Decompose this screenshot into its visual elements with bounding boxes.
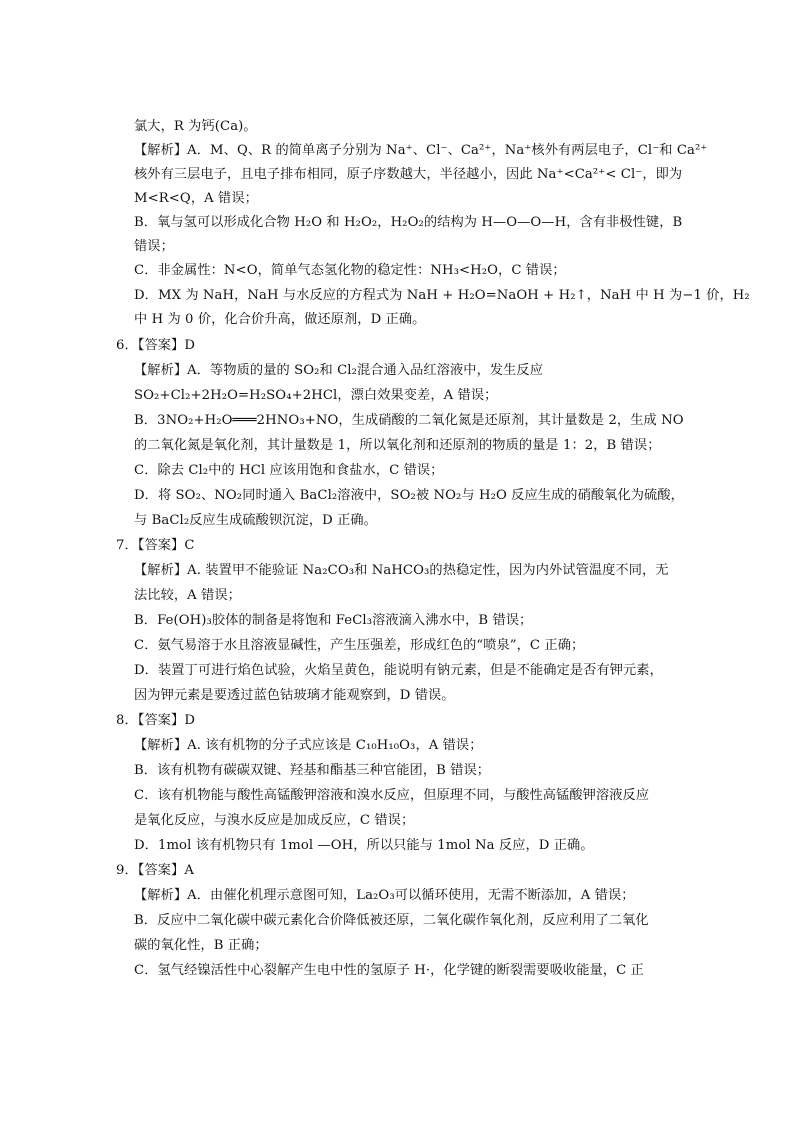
text-line: D．将 SO₂、NO₂同时通入 BaCl₂溶液中，SO₂被 NO₂与 H₂O 反应生成的硝酸氧化为硫酸，: [134, 488, 684, 503]
text-line: C．非金属性：N<O，简单气态氢化物的稳定性：NH₃<H₂O，C 错误；: [134, 263, 566, 278]
text-line: C．该有机物能与酸性高锰酸钾溶液和溴水反应，但原理不同，与酸性高锰酸钾溶液反应: [134, 788, 650, 803]
text-line: D．装置丁可进行焰色试验，火焰呈黄色，能说明有钠元素，但是不能确定是否有钾元素，: [134, 663, 663, 678]
text-line: 法比较，A 错误；: [134, 588, 241, 603]
text-line: 与 BaCl₂反应生成硫酸钡沉淀，D 正确。: [134, 513, 377, 528]
text-line: B．反应中二氧化碳中碳元素化合价降低被还原，二氧化碳作氧化剂，反应利用了二氧化: [134, 913, 649, 928]
text-line: 【解析】A. 装置甲不能验证 Na₂CO₃和 NaHCO₃的热稳定性，因为内外试管温度不同，无: [134, 563, 669, 578]
answer-heading-8: 8．【答案】D: [116, 713, 196, 728]
text-line: D．MX 为 NaH，NaH 与水反应的方程式为 NaH + H₂O=NaOH + H₂↑，NaH 中 H 为−1 价，H₂: [134, 288, 750, 303]
text-line: C．氨气易溶于水且溶液显碱性，产生压强差，形成红色的“喷泉”，C 正确；: [134, 638, 585, 653]
text-line: 【解析】A．M、Q、R 的简单离子分别为 Na⁺、Cl⁻、Ca²⁺，Na⁺核外有两层电子，Cl⁻和 Ca²⁺: [134, 143, 708, 158]
text-line: B．氧与氢可以形成化合物 H₂O 和 H₂O₂，H₂O₂的结构为 H—O—O—H，含有非极性键，B: [134, 215, 683, 230]
answer-heading-9: 9．【答案】A: [116, 863, 194, 878]
text-line: 【解析】A. 该有机物的分子式应该是 C₁₀H₁₀O₃，A 错误；: [134, 738, 483, 753]
text-line: 核外有三层电子，且电子排布相同，原子序数越大，半径越小，因此 Na⁺<Ca²⁺< Cl⁻，即为: [134, 167, 683, 182]
text-line: B．该有机物有碳碳双键、羟基和酯基三种官能团，B 错误；: [134, 763, 491, 778]
text-line: B．3NO₂+H₂O═══2HNO₃+NO，生成硝酸的二氧化氮是还原剂，其计量数是 2，生成 NO: [134, 413, 684, 428]
text-line: 的二氧化氮是氧化剂，其计量数是 1，所以氧化剂和还原剂的物质的量是 1：2，B 错误；: [134, 438, 661, 453]
answer-heading-6: 6．【答案】D: [116, 338, 196, 353]
text-line: C．氢气经镍活性中心裂解产生电中性的氢原子 H·，化学键的断裂需要吸收能量，C 正: [134, 963, 644, 978]
text-line: 是氧化反应，与溴水反应是加成反应，C 错误；: [134, 813, 415, 828]
text-line: M<R<Q，A 错误；: [134, 191, 258, 206]
text-line: 因为钾元素是要透过蓝色钴玻璃才能观察到，D 错误。: [134, 688, 455, 703]
text-line: 【解析】A．由催化机理示意图可知，La₂O₃可以循环使用，无需不断添加，A 错误；: [134, 888, 635, 903]
answer-heading-7: 7．【答案】C: [116, 538, 195, 553]
text-line: 【解析】A．等物质的量的 SO₂和 Cl₂混合通入品红溶液中，发生反应: [134, 363, 544, 378]
text-line: 中 H 为 0 价，化合价升高，做还原剂，D 正确。: [134, 312, 426, 327]
text-line: D．1mol 该有机物只有 1mol —OH，所以只能与 1mol Na 反应，D 正确。: [134, 838, 594, 853]
text-line: 错误；: [134, 239, 174, 254]
text-line: 碳的氧化性，B 正确；: [134, 938, 268, 953]
text-line: SO₂+Cl₂+2H₂O=H₂SO₄+2HCl，漂白效果变差，A 错误；: [134, 388, 498, 403]
text-line: C．除去 Cl₂中的 HCl 应该用饱和食盐水，C 错误；: [134, 463, 444, 478]
text-line: 氯大，R 为钙(Ca)。: [134, 119, 257, 134]
text-line: B．Fe(OH)₃胶体的制备是将饱和 FeCl₃溶液滴入沸水中，B 错误；: [134, 613, 533, 628]
